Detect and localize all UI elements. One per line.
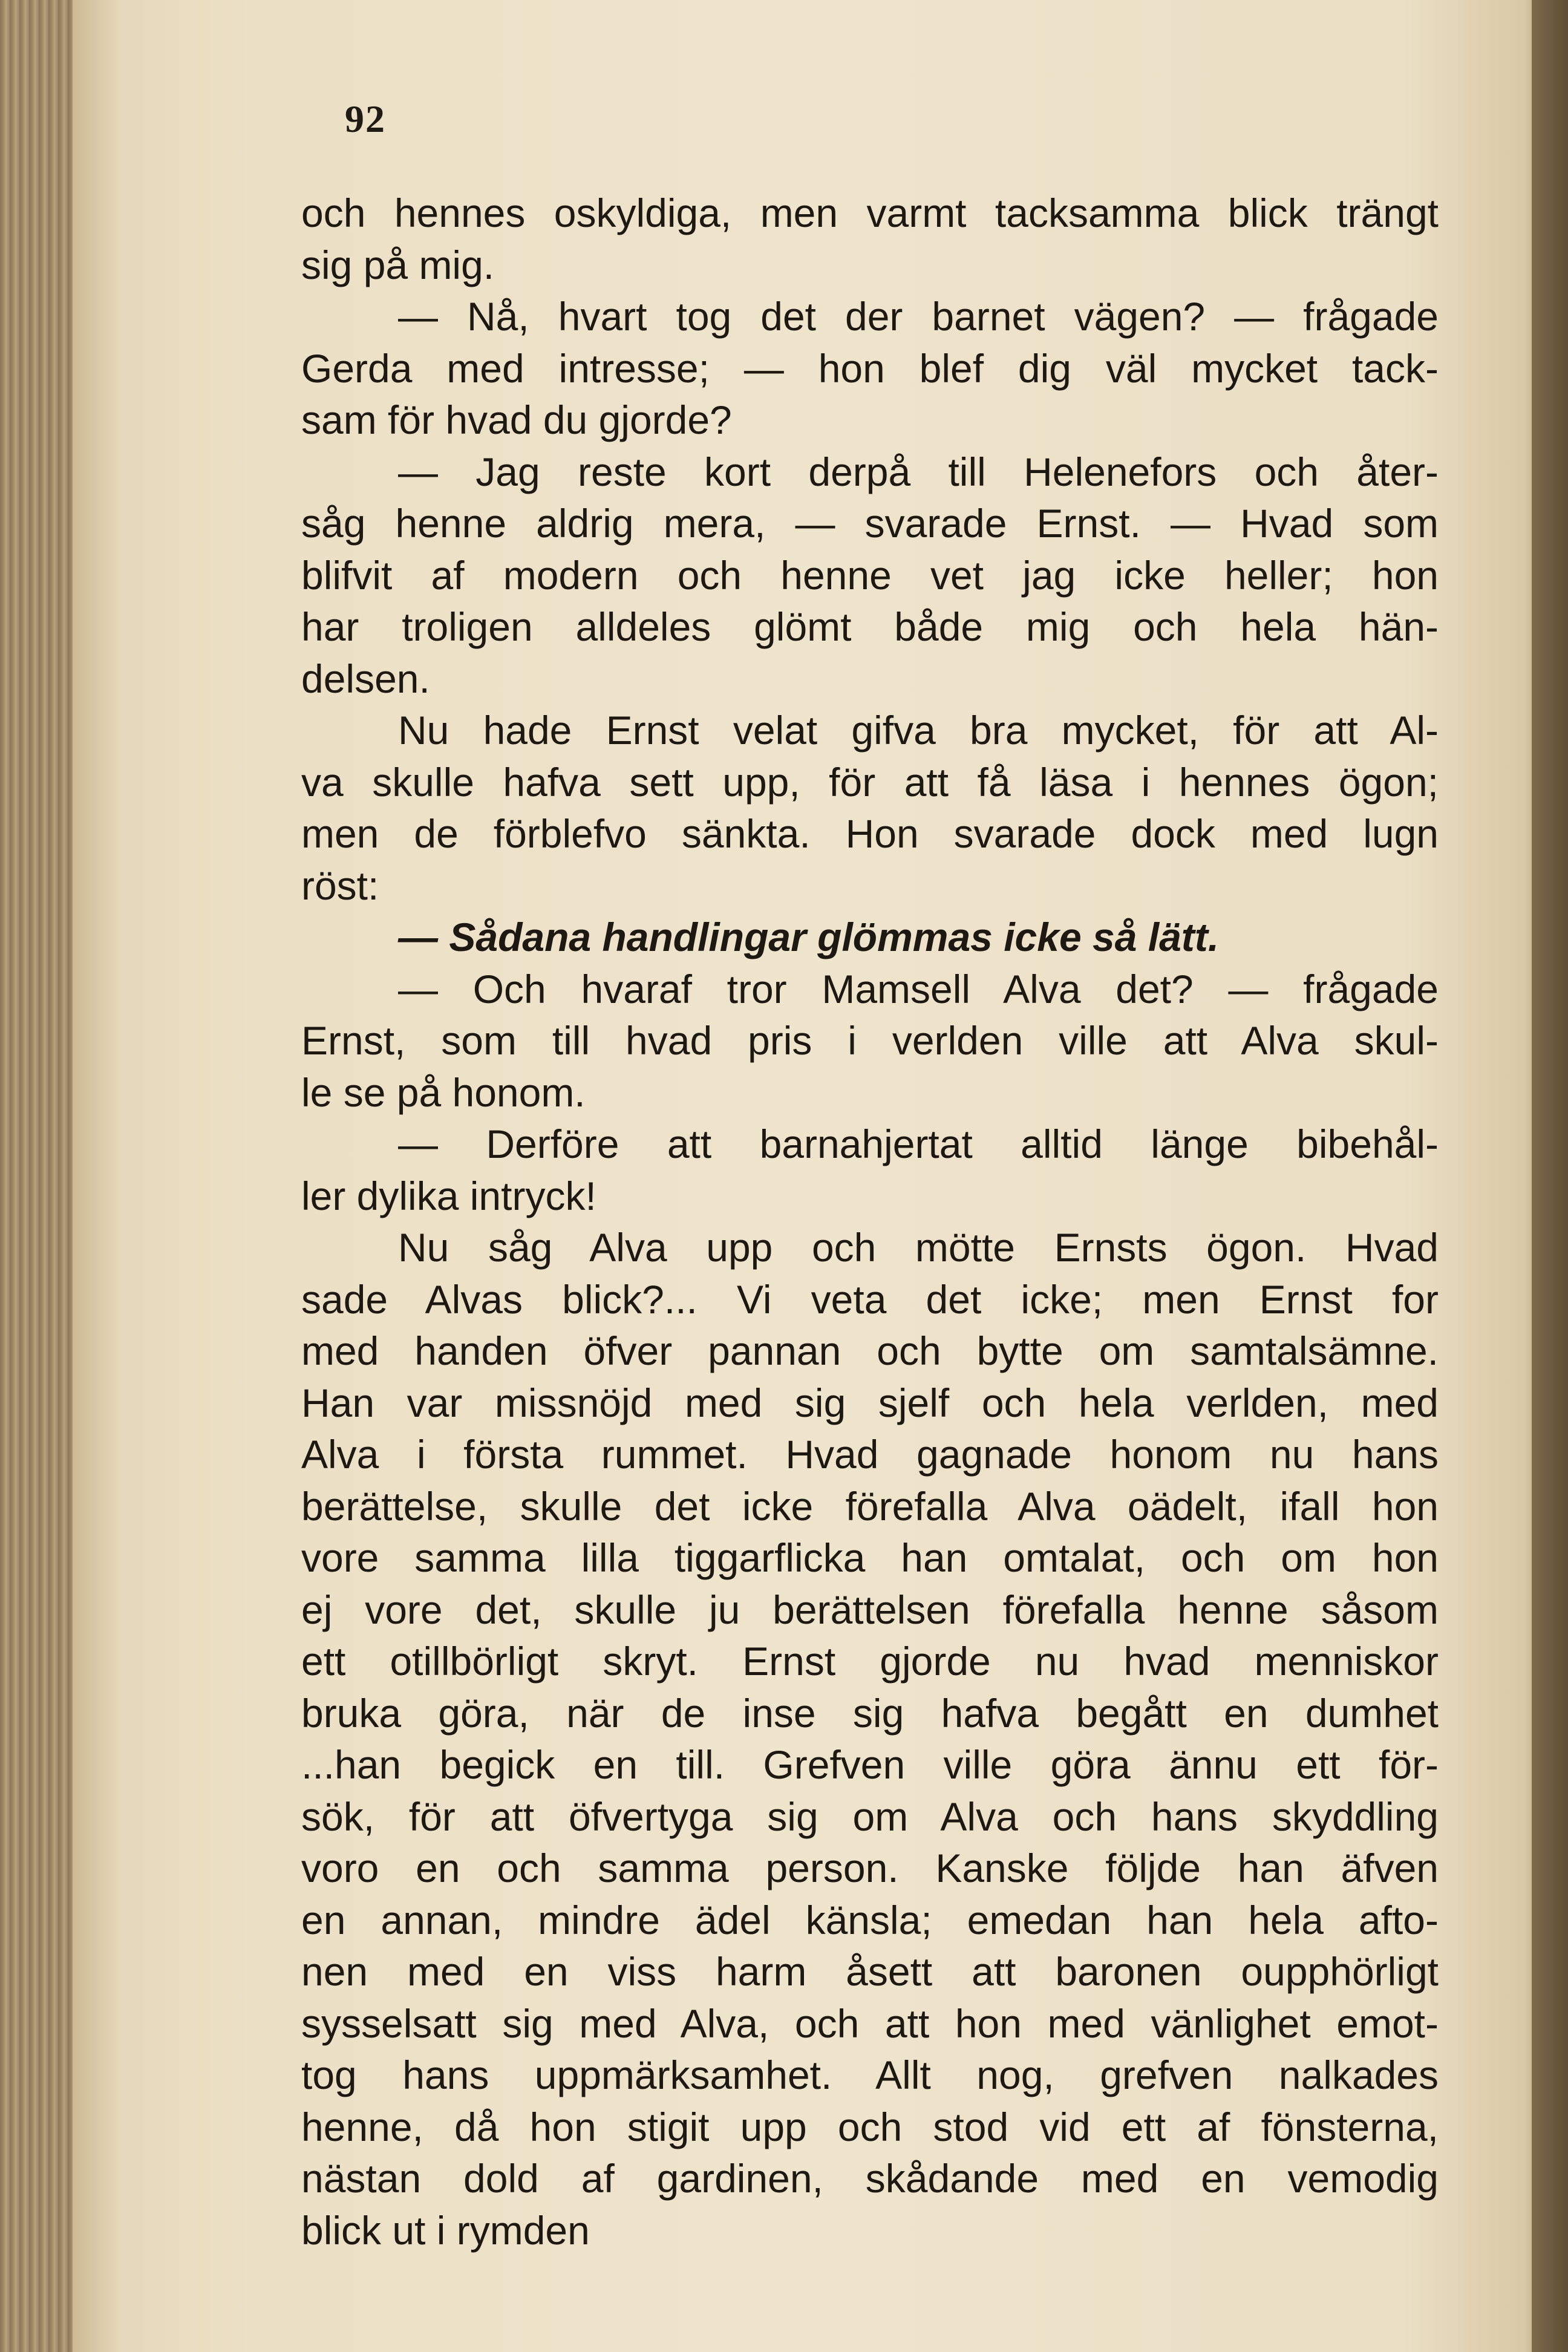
- text-line: Han var missnöjd med sig sjelf och hela verlden, med: [301, 1380, 1439, 1425]
- text-line: röst:: [301, 863, 379, 908]
- text-line: — Jag reste kort derpå till Helenefors och åter-: [398, 449, 1439, 494]
- text-line: sam för hvad du gjorde?: [301, 397, 732, 442]
- text-line: men de förblefvo sänkta. Hon svarade dock med lugn: [301, 811, 1439, 856]
- text-line: sade Alvas blick?... Vi veta det icke; men Ernst for: [301, 1276, 1439, 1322]
- text-line: va skulle hafva sett upp, för att få läsa i hennes ögon;: [301, 759, 1439, 805]
- page-number: 92: [345, 97, 386, 140]
- text-line: Nu såg Alva upp och mötte Ernsts ögon. Hvad: [398, 1225, 1439, 1270]
- text-line: och hennes oskyldiga, men varmt tacksamma blick trängt: [301, 191, 1439, 235]
- text-line: blick ut i rymden: [301, 2207, 590, 2253]
- text-line: ...han begick en till. Grefven ville göra ännu ett för-: [301, 1742, 1439, 1787]
- text-line: nen med en viss harm åsett att baronen oupphörligt: [301, 1949, 1439, 1994]
- text-line: sök, för att öfvertyga sig om Alva och hans skyddling: [301, 1794, 1439, 1839]
- text-line: Ernst, som till hvad pris i verlden ville att Alva skul-: [301, 1018, 1439, 1063]
- text-line: — Sådana handlingar glömmas icke så lätt.: [398, 915, 1220, 959]
- body-text: [301, 188, 1439, 2256]
- text-line: nästan dold af gardinen, skådande med en vemodig: [301, 2156, 1439, 2201]
- text-line: delsen.: [301, 656, 430, 701]
- text-line: en annan, mindre ädel känsla; emedan han hela afto-: [301, 1897, 1439, 1942]
- text-line: voro en och samma person. Kanske följde han äfven: [301, 1846, 1439, 1890]
- text-line: sig på mig.: [301, 242, 495, 287]
- text-line: ett otillbörligt skryt. Ernst gjorde nu hvad menniskor: [301, 1639, 1439, 1684]
- text-line: — Derföre att barnahjertat alltid länge bibehål-: [398, 1122, 1439, 1166]
- text-line: ej vore det, skulle ju berättelsen förefalla henne såsom: [301, 1587, 1439, 1632]
- text-line: bruka göra, när de inse sig hafva begått en dumhet: [301, 1690, 1439, 1736]
- text-line: såg henne aldrig mera, — svarade Ernst. — Hvad som: [301, 501, 1439, 546]
- text-line: ler dylika intryck!: [301, 1173, 596, 1218]
- book-binding-edge: [0, 0, 85, 2352]
- text-line: Alva i första rummet. Hvad gagnade honom nu hans: [301, 1432, 1439, 1477]
- text-line: har troligen alldeles glömt både mig och hela hän-: [301, 604, 1439, 649]
- text-line: Gerda med intresse; — hon blef dig väl mycket tack-: [301, 345, 1439, 391]
- text-line: le se på honom.: [301, 1070, 586, 1115]
- text-line: sysselsatt sig med Alva, och att hon med vänlighet emot-: [301, 2001, 1439, 2046]
- text-line: henne, då hon stigit upp och stod vid ett af fönsterna,: [301, 2104, 1439, 2149]
- text-line: — Och hvaraf tror Mamsell Alva det? — frågade: [398, 966, 1439, 1011]
- text-line: vore samma lilla tiggarflicka han omtalat, och om hon: [301, 1535, 1439, 1580]
- page-right-edge: [1532, 0, 1568, 2352]
- text-line: berättelse, skulle det icke förefalla Alva oädelt, ifall hon: [301, 1483, 1439, 1529]
- text-line: tog hans uppmärksamhet. Allt nog, grefven nalkades: [301, 2053, 1439, 2097]
- text-line: — Nå, hvart tog det der barnet vägen? — frågade: [398, 294, 1439, 339]
- text-line: med handen öfver pannan och bytte om samtalsämne.: [301, 1328, 1439, 1373]
- text-line: Nu hade Ernst velat gifva bra mycket, för att Al-: [398, 708, 1439, 753]
- text-line: blifvit af modern och henne vet jag icke heller; hon: [301, 552, 1439, 598]
